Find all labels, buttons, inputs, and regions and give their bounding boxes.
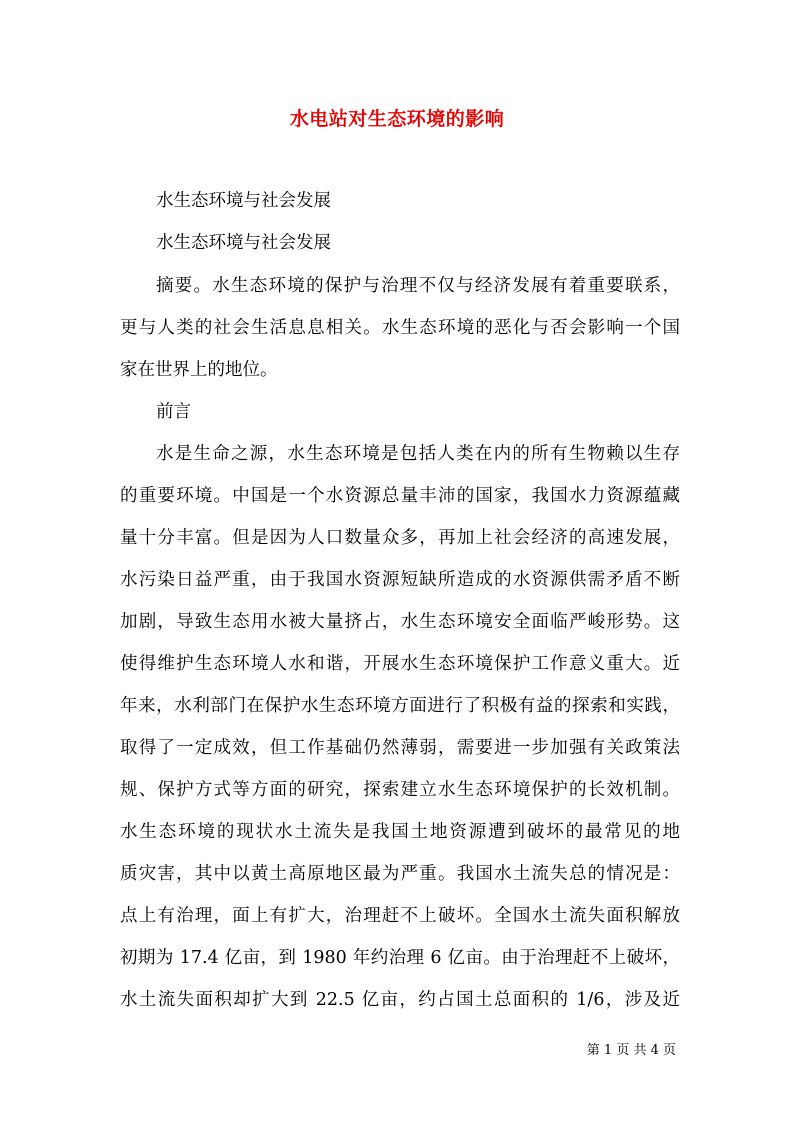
paragraph-heading: 水生态环境与社会发展 [156, 233, 331, 253]
text-line: 家在世界上的地位。 [120, 360, 278, 380]
text-line: 规、保护方式等方面的研究，探索建立水生态环境保护的长效机制。 [120, 780, 680, 800]
text-line: 摘要。水生态环境的保护与治理不仅与经济发展有着重要联系， [156, 276, 680, 296]
text-line: 水生态环境的现状水土流失是我国土地资源遭到破坏的最常见的地 [120, 822, 680, 842]
text-line: 使得维护生态环境人水和谐，开展水生态环境保护工作意义重大。近 [120, 654, 680, 674]
paragraph-heading: 水生态环境与社会发展 [156, 191, 331, 211]
text-line: 更与人类的社会生活息息相关。水生态环境的恶化与否会影响一个国 [120, 318, 680, 338]
text-line: 水是生命之源，水生态环境是包括人类在内的所有生物赖以生存 [156, 444, 680, 464]
document-title: 水电站对生态环境的影响 [289, 108, 505, 130]
text-line: 量十分丰富。但是因为人口数量众多，再加上社会经济的高速发展， [120, 528, 680, 548]
text-line: 点上有治理，面上有扩大，治理赶不上破坏。全国水土流失面积解放 [120, 906, 680, 926]
text-line: 年来，水利部门在保护水生态环境方面进行了积极有益的探索和实践， [120, 696, 680, 716]
page-number: 第 1 页 共 4 页 [586, 1043, 676, 1058]
text-line: 初期为 17.4 亿亩，到 1980 年约治理 6 亿亩。由于治理赶不上破坏， [120, 948, 680, 968]
text-line: 水污染日益严重，由于我国水资源短缺所造成的水资源供需矛盾不断 [120, 570, 680, 590]
text-line: 质灾害，其中以黄土高原地区最为严重。我国水土流失总的情况是： [120, 864, 680, 884]
text-line: 加剧，导致生态用水被大量挤占，水生态环境安全面临严峻形势。这 [120, 612, 680, 632]
text-line: 的重要环境。中国是一个水资源总量丰沛的国家，我国水力资源蕴藏 [120, 486, 680, 506]
text-line: 水土流失面积却扩大到 22.5 亿亩，约占国土总面积的 1/6，涉及近 [120, 990, 680, 1010]
section-heading: 前言 [156, 402, 191, 422]
text-line: 取得了一定成效，但工作基础仍然薄弱，需要进一步加强有关政策法 [120, 738, 680, 758]
